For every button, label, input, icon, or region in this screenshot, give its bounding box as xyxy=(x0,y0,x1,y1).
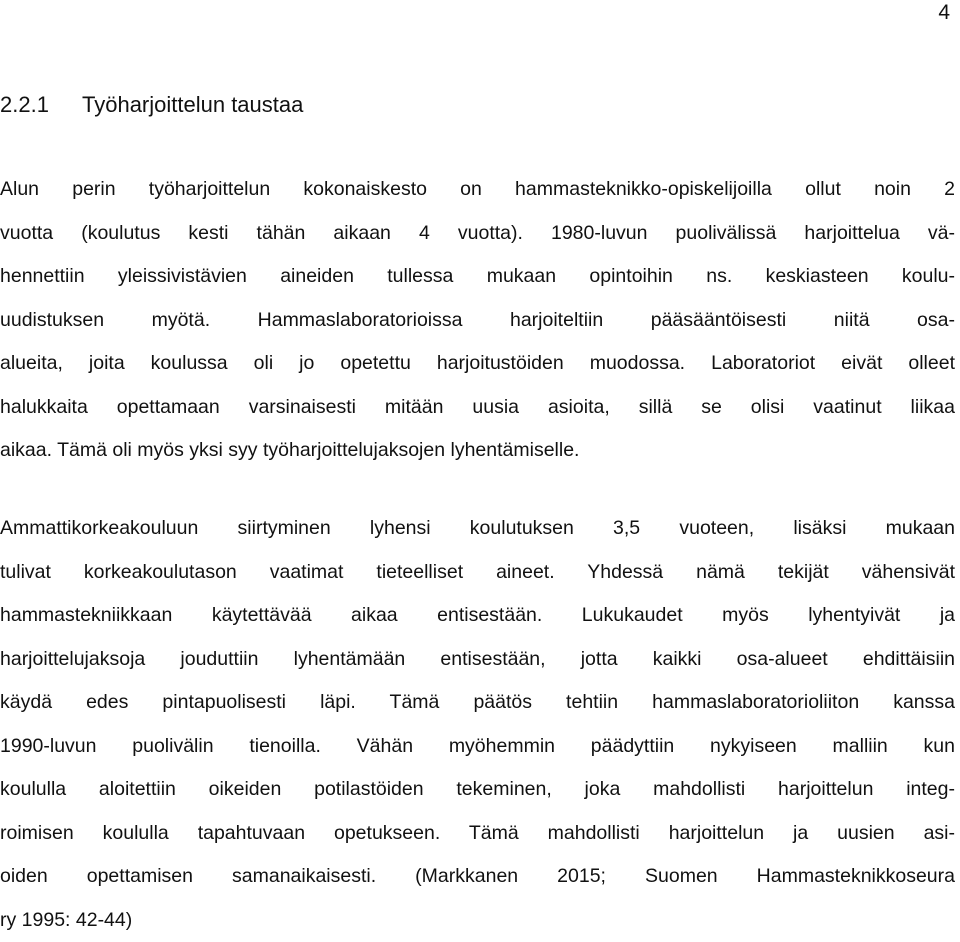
paragraph-line: vuotta (koulutus kesti tähän aikaan 4 vuotta). 1980-luvun puolivälissä harjoittelua vä- xyxy=(0,212,955,256)
paragraph-line: käydä edes pintapuolisesti läpi. Tämä päätös tehtiin hammaslaboratorioliiton kanssa xyxy=(0,681,955,725)
section-heading xyxy=(0,94,303,116)
section-title: Työharjoittelun taustaa xyxy=(82,92,303,117)
paragraph-line: aikaa. Tämä oli myös yksi syy työharjoittelujaksojen lyhentämiselle. xyxy=(0,429,955,473)
paragraph-line: ry 1995: 42-44) xyxy=(0,899,955,942)
paragraph-line: Alun perin työharjoittelun kokonaiskesto on hammasteknikko-opiskelijoilla ollut noin 2 xyxy=(0,168,955,212)
paragraph-line: hammastekniikkaan käytettävää aikaa entisestään. Lukukaudet myös lyhentyivät ja xyxy=(0,594,955,638)
paragraph-2 xyxy=(0,507,955,942)
paragraph-line: koululla aloitettiin oikeiden potilastöiden tekeminen, joka mahdollisti harjoittelun integ- xyxy=(0,768,955,812)
paragraph-line: 1990-luvun puolivälin tienoilla. Vähän myöhemmin päädyttiin nykyiseen malliin kun xyxy=(0,725,955,769)
paragraph-line: tulivat korkeakoulutason vaatimat tieteelliset aineet. Yhdessä nämä tekijät vähensivät xyxy=(0,551,955,595)
paragraph-line: oiden opettamisen samanaikaisesti. (Markkanen 2015; Suomen Hammasteknikkoseura xyxy=(0,855,955,899)
page-number: 4 xyxy=(938,2,950,23)
paragraph-line: uudistuksen myötä. Hammaslaboratorioissa harjoiteltiin pääsääntöisesti niitä osa- xyxy=(0,299,955,343)
paragraph-line: halukkaita opettamaan varsinaisesti mitään uusia asioita, sillä se olisi vaatinut liikaa xyxy=(0,386,955,430)
paragraph-line: alueita, joita koulussa oli jo opetettu harjoitustöiden muodossa. Laboratoriot eivät olleet xyxy=(0,342,955,386)
paragraph-line: harjoittelujaksoja jouduttiin lyhentämään entisestään, jotta kaikki osa-alueet ehdittäisiin xyxy=(0,638,955,682)
section-number: 2.2.1 xyxy=(0,94,82,116)
paragraph-line: roimisen koululla tapahtuvaan opetukseen. Tämä mahdollisti harjoittelun ja uusien asi- xyxy=(0,812,955,856)
paragraph-line: Ammattikorkeakouluun siirtyminen lyhensi koulutuksen 3,5 vuoteen, lisäksi mukaan xyxy=(0,507,955,551)
paragraph-line: hennettiin yleissivistävien aineiden tullessa mukaan opintoihin ns. keskiasteen koulu- xyxy=(0,255,955,299)
paragraph-1 xyxy=(0,168,955,473)
